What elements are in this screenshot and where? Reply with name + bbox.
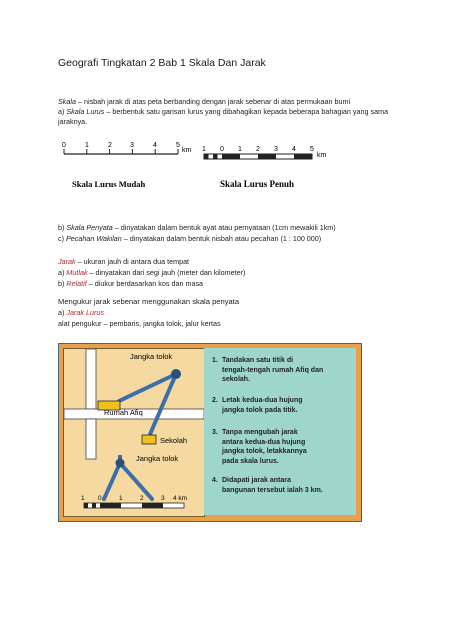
skala-desc: – nisbah jarak di atas peta berbanding dengan jarak sebenar di atas permukaan bumi <box>75 97 351 106</box>
jarak-term: Jarak <box>58 257 76 266</box>
step-2 <box>212 396 303 415</box>
penuh-tick-label: 3 <box>274 146 278 153</box>
step-line: bangunan tersebut ialah 3 km. <box>222 486 323 494</box>
skala-lurus-term: Skala Lurus <box>66 107 105 116</box>
step-line: tengah-tengah rumah Afiq dan <box>222 366 324 374</box>
mudah-tick-label: 5 <box>176 142 180 149</box>
figure-scale-tick: 2 <box>140 495 144 502</box>
penuh-tick-label: 4 <box>292 146 296 153</box>
step-line: pada skala lurus. <box>222 457 279 465</box>
mutlak-desc: – dinyatakan dari segi jauh (meter dan kilometer) <box>87 268 246 277</box>
item-prefix: c) <box>58 234 66 243</box>
figure-scale-tick: 3 <box>161 495 165 502</box>
relatif-desc: – diukur berdasarkan kos dan masa <box>86 279 204 288</box>
jarak-lurus-item <box>58 308 104 317</box>
figure-scale-tick: 1 <box>119 495 123 502</box>
mudah-tick-label: 2 <box>108 142 112 149</box>
jarak-lurus-term: Jarak Lurus <box>66 308 104 317</box>
skala-penyata-item <box>58 223 336 232</box>
label-jangka-mid: Jangka tolok <box>136 454 179 463</box>
skala-penyata-desc: – dinyatakan dalam bentuk ayat atau pernyataan (1cm mewakili 1km) <box>112 223 336 232</box>
relatif-item <box>58 279 203 288</box>
mudah-unit: km <box>182 147 192 154</box>
steps-panel <box>204 348 356 515</box>
mudah-tick-label: 3 <box>130 142 134 149</box>
mudah-tick-label: 0 <box>62 142 66 149</box>
skala-lurus-desc: – berbentuk satu garisan lurus yang dibahagikan kepada beberapa bahagian yang sama <box>104 107 389 116</box>
skala-term: Skala <box>58 97 76 106</box>
map-svg <box>64 349 204 516</box>
step-line: Tanpa mengubah jarak <box>222 429 298 436</box>
mudah-tick-label: 4 <box>153 142 157 149</box>
pecahan-wakilan-item <box>58 234 321 243</box>
mengukur-heading: Mengukur jarak sebenar menggunakan skala penyata <box>58 297 240 306</box>
step-number: 2. <box>212 397 218 404</box>
mudah-caption: Skala Lurus Mudah <box>72 179 146 189</box>
skala-penyata-term: Skala Penyata <box>66 223 113 232</box>
item-prefix: a) <box>58 308 67 317</box>
step-1 <box>212 356 323 385</box>
skala-definition <box>58 97 350 106</box>
penuh-unit: km <box>317 152 327 159</box>
figure-scale-tick: 4 km <box>173 495 188 502</box>
alat-pengukur: alat pengukur – pembaris, jangka tolok, jalur kertas <box>58 319 221 328</box>
school-icon <box>142 435 156 444</box>
jarak-desc: – ukuran jauh di antara dua tempat <box>75 257 190 266</box>
step-3 <box>212 428 307 466</box>
mutlak-term: Mutlak <box>66 268 88 277</box>
mudah-tick-label: 1 <box>85 142 89 149</box>
scale-penuh <box>202 146 327 189</box>
pecahan-wakilan-desc: – dinyatakan dalam bentuk nisbah atau pecahan (1 : 100 000) <box>121 234 322 243</box>
step-line: Tandakan satu titik di <box>222 357 294 364</box>
skala-lurus-desc-cont: jaraknya. <box>58 117 88 126</box>
step-number: 4. <box>212 477 218 484</box>
step-line: Letak kedua-dua hujung <box>222 397 303 404</box>
skala-lurus-item <box>58 107 418 116</box>
road <box>86 349 96 409</box>
step-number: 1. <box>212 357 218 364</box>
scale-mudah <box>62 142 192 189</box>
divider-top-icon <box>119 369 181 439</box>
step-line: jangka tolok, letakkannya <box>222 448 307 456</box>
label-rumah: Rumah Afiq <box>104 408 143 417</box>
mutlak-item <box>58 268 245 277</box>
item-prefix: a) <box>58 268 67 277</box>
item-prefix: a) <box>58 107 67 116</box>
figure-scale-tick: 1 <box>81 495 85 502</box>
relatif-term: Relatif <box>66 279 87 288</box>
figure-scale-tick: 0 <box>98 495 102 502</box>
step-line: jangka tolok pada titik. <box>222 406 298 414</box>
item-prefix: b) <box>58 223 67 232</box>
road <box>86 419 96 459</box>
penuh-tick-label: 2 <box>256 146 260 153</box>
jarak-definition <box>58 257 189 266</box>
figure-scale-bar <box>81 495 187 508</box>
scale-bars-figure <box>58 140 418 210</box>
map-panel <box>63 348 205 517</box>
step-line: antara kedua-dua hujung <box>222 438 306 446</box>
step-number: 3. <box>212 429 218 436</box>
step-4 <box>212 476 323 495</box>
penuh-tick-label: 5 <box>310 146 314 153</box>
pecahan-wakilan-term: Pecahan Wakilan <box>65 234 122 243</box>
page-title: Geografi Tingkatan 2 Bab 1 Skala Dan Jarak <box>58 57 266 69</box>
item-prefix: b) <box>58 279 67 288</box>
scale-bars-svg <box>58 140 418 210</box>
label-sekolah: Sekolah <box>160 436 188 445</box>
penuh-caption: Skala Lurus Penuh <box>220 179 295 189</box>
penuh-tick-label: 1 <box>202 146 206 153</box>
step-line: Didapati jarak antara <box>222 477 291 484</box>
step-line: sekolah. <box>222 376 251 384</box>
penuh-tick-label: 0 <box>220 146 224 153</box>
penuh-tick-label: 1 <box>238 146 242 153</box>
label-jangka-top: Jangka tolok <box>130 352 173 361</box>
